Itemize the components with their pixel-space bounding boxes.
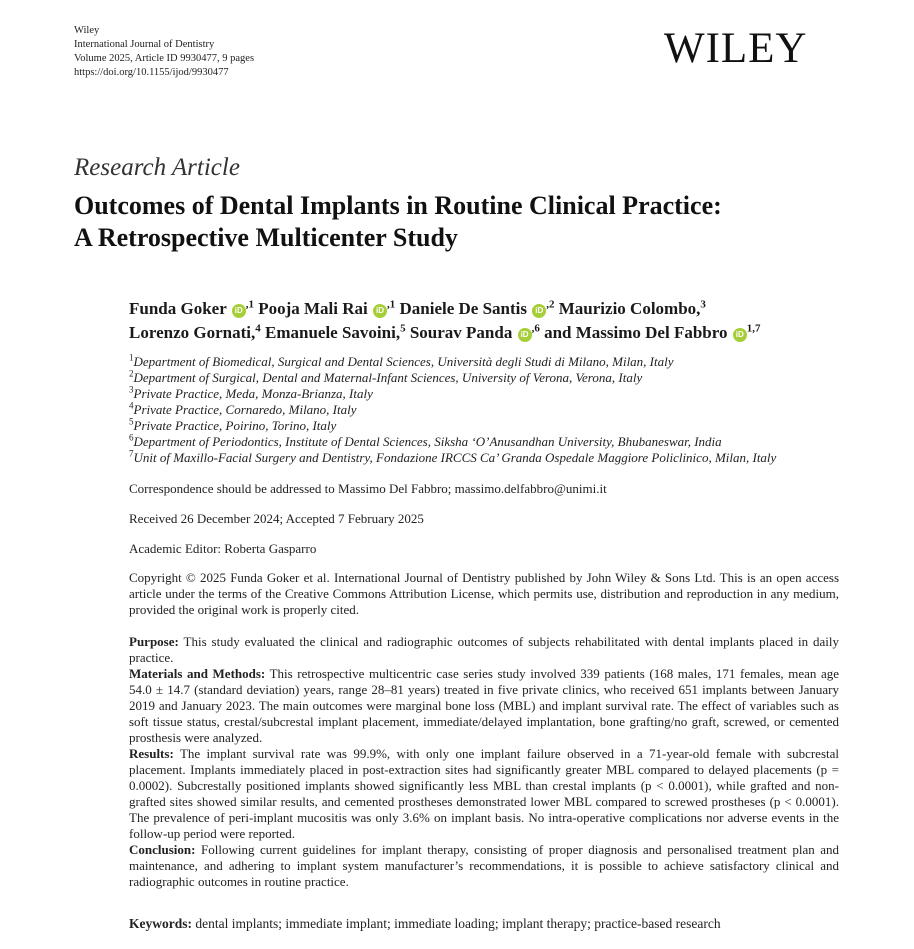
abstract-purpose: [129, 634, 839, 666]
affiliation-text: Unit of Maxillo-Facial Surgery and Dentistry, Fondazione IRCCS Ca’ Granda Ospedale Maggiore Policlinico, Milan, Italy: [133, 450, 777, 465]
correspondence-line: Correspondence should be addressed to Massimo Del Fabbro; massimo.delfabbro@unimi.it: [129, 481, 607, 496]
author-name[interactable]: Emanuele Savoini,: [264, 323, 401, 342]
abstract-results: [129, 746, 839, 842]
keywords-text: dental implants; immediate implant; immediate loading; implant therapy; practice-based research: [195, 916, 721, 931]
affiliation-number: 5: [129, 416, 134, 427]
author-name[interactable]: Pooja Mali Rai: [258, 299, 368, 318]
affiliation-item: [129, 434, 849, 450]
purpose-text: This study evaluated the clinical and radiographic outcomes of subjects rehabilitated with dental implants placed in daily practice.: [129, 634, 840, 665]
author-affil-sup: ,1: [387, 298, 396, 311]
author-affil-sup: 1,7: [746, 322, 761, 335]
author-list: [129, 297, 849, 345]
affiliation-number: 7: [129, 448, 134, 459]
affiliation-item: [129, 386, 849, 402]
affiliation-number: 1: [129, 352, 134, 363]
keywords-label: Keywords:: [129, 916, 192, 931]
author-affil-sup: 3: [700, 298, 706, 311]
abstract-conclusion: [129, 842, 839, 890]
journal-meta: [74, 24, 254, 80]
wiley-logo: WILEY: [664, 25, 808, 72]
author-name[interactable]: Funda Goker: [129, 299, 227, 318]
methods-text: This retrospective multicentric case series study involved 339 patients (168 males, 171 females, mean age 54.0 ± 14.7 (standard deviation) years, range 28–81 years) treated in five private clinics, who received 651 implants between January 2019 and January 2023. The main outcomes were marginal bone loss (MBL) and implant survival rate. The effect of variables such as soft tissue status, crestal/subcrestal implant placement, immediate/delayed implantation, bone grafting/no graft, screwed, or cemented prosthesis were analyzed.: [129, 666, 839, 745]
author-name[interactable]: and Massimo Del Fabbro: [544, 323, 728, 342]
affiliation-item: [129, 418, 849, 434]
affiliation-item: [129, 370, 849, 386]
results-label: Results:: [129, 746, 174, 761]
author-affil-sup: ,1: [245, 298, 254, 311]
affiliation-text: Department of Periodontics, Institute of Dental Sciences, Siksha ‘O’Anusandhan University, Bhubaneswar, India: [133, 434, 722, 449]
affiliation-text: Private Practice, Cornaredo, Milano, Italy: [133, 402, 357, 417]
author-name[interactable]: Lorenzo Gornati,: [129, 323, 256, 342]
article-title: [74, 190, 834, 254]
results-text: The implant survival rate was 99.9%, with only one implant failure observed in a 71-year-old female with subcrestal placement. Implants immediately placed in post-extraction sites had significantly greater MBL compared to delayed placements (p = 0.0002). Subcrestally positioned implants showed significantly less MBL than crestal implants (p < 0.0001), while grafted and non-grafted sites showed similar results, and cemented prostheses demonstrated lower MBL compared to screwed prostheses (p < 0.0001). The prevalence of peri-implant mucositis was only 3.6% on implant basis. No intra-operative complications nor adverse events in the follow-up period were reported.: [129, 746, 840, 841]
affiliation-item: [129, 402, 849, 418]
affiliation-number: 6: [129, 432, 134, 443]
author-affil-sup: ,2: [546, 298, 555, 311]
affiliation-number: 2: [129, 368, 134, 379]
orcid-icon[interactable]: iD: [518, 328, 532, 342]
methods-label: Materials and Methods:: [129, 666, 266, 681]
journal-name: International Journal of Dentistry: [74, 39, 215, 50]
purpose-label: Purpose:: [129, 634, 179, 649]
author-name[interactable]: Maurizio Colombo,: [558, 299, 701, 318]
affiliation-number: 4: [129, 400, 134, 411]
title-line-2: A Retrospective Multicenter Study: [74, 223, 458, 252]
orcid-icon[interactable]: iD: [532, 304, 546, 318]
abstract: [129, 634, 839, 890]
conclusion-text: Following current guidelines for implant therapy, consisting of proper diagnosis and personalised treatment plan and maintenance, and adhering to implant system manufacturer’s recommendations, it is possible to achieve satisfactory clinical and radiographic outcomes in routine practice.: [129, 842, 840, 889]
dates-line: Received 26 December 2024; Accepted 7 February 2025: [129, 511, 424, 526]
affiliation-text: Private Practice, Poirino, Torino, Italy: [133, 418, 337, 433]
affiliation-item: [129, 354, 849, 370]
publisher-name: Wiley: [74, 25, 100, 36]
author-line-1: [129, 297, 849, 321]
conclusion-label: Conclusion:: [129, 842, 196, 857]
article-type: Research Article: [74, 154, 240, 181]
abstract-methods: [129, 666, 839, 746]
academic-editor-line: Academic Editor: Roberta Gasparro: [129, 541, 317, 556]
title-line-1: Outcomes of Dental Implants in Routine Clinical Practice:: [74, 191, 722, 220]
author-affil-sup: ,6: [531, 322, 540, 335]
affiliation-text: Department of Surgical, Dental and Maternal-Infant Sciences, University of Verona, Verona, Italy: [133, 370, 643, 385]
affiliation-text: Private Practice, Meda, Monza-Brianza, Italy: [133, 386, 373, 401]
orcid-icon[interactable]: iD: [733, 328, 747, 342]
author-line-2: [129, 321, 849, 345]
author-name[interactable]: Daniele De Santis: [399, 299, 528, 318]
affiliation-number: 3: [129, 384, 134, 395]
author-affil-sup: 5: [400, 322, 406, 335]
orcid-icon[interactable]: iD: [232, 304, 246, 318]
volume-info: Volume 2025, Article ID 9930477, 9 pages: [74, 53, 255, 64]
author-affil-sup: 4: [255, 322, 261, 335]
copyright-notice: Copyright © 2025 Funda Goker et al. International Journal of Dentistry published by John Wiley & Sons Ltd. This is an open access article under the terms of the Creative Commons Attribution License, which permits use, distribution and reproduction in any medium, provided the original work is properly cited.: [129, 570, 839, 617]
affiliation-list: [129, 354, 849, 466]
orcid-icon[interactable]: iD: [373, 304, 387, 318]
affiliation-item: [129, 450, 849, 466]
affiliation-text: Department of Biomedical, Surgical and Dental Sciences, Università degli Studi di Milano, Milan, Italy: [133, 354, 674, 369]
author-name[interactable]: Sourav Panda: [409, 323, 513, 342]
keywords: [129, 916, 839, 932]
doi-link[interactable]: https://doi.org/10.1155/ijod/9930477: [74, 67, 229, 78]
